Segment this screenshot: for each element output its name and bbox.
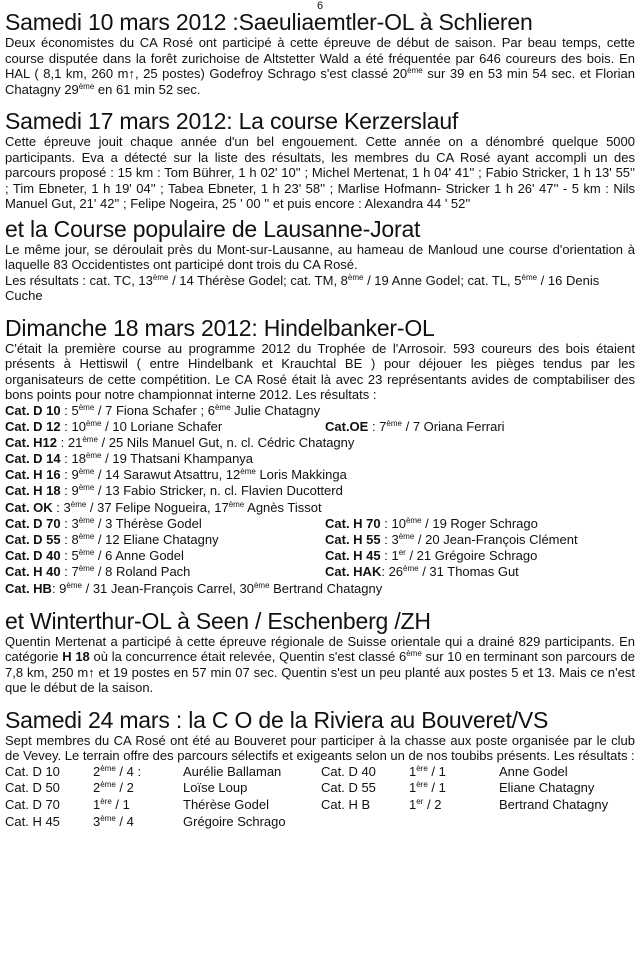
result-right — [325, 548, 537, 564]
result-text: : 8 — [60, 532, 79, 547]
rank-suffix: ème — [78, 515, 95, 525]
result-text: / 31 Thomas Gut — [418, 564, 519, 580]
name-cell: Thérèse Godel — [183, 796, 269, 812]
category-label: Cat. D 12 — [5, 418, 61, 434]
section-text: Sept membres du CA Rosé ont été au Bouveret pour participer à la chasse aux poste organisée par le club de Vevey. Le terrain offre des parcours sélectifs et exigeants selon un de nos toubibs présents. Les résultats : — [5, 732, 635, 764]
rank-suffix: ème — [78, 467, 95, 477]
result-text: : 5 — [60, 548, 79, 564]
rank-suffix: ème — [398, 532, 415, 541]
result-text: : 5 — [60, 402, 79, 418]
result-right — [325, 419, 505, 435]
section-kerzerslauf — [5, 108, 635, 212]
category-label: Cat. HB — [5, 580, 52, 596]
result-text: / 20 Jean-François Clément — [414, 532, 578, 547]
category-cell: Cat. H 45 — [5, 813, 60, 829]
rank-suffix: er — [398, 548, 406, 558]
section-title: Samedi 17 mars 2012: La course Kerzerslauf — [5, 108, 459, 134]
rank-cell: 1ère / 1 — [409, 780, 446, 796]
category-label: Cat. HAK — [325, 564, 382, 580]
section-title: et Winterthur-OL à Seen / Eschenberg /ZH — [5, 607, 431, 634]
rank-suffix: ème — [240, 467, 256, 477]
name-cell: Anne Godel — [499, 763, 568, 779]
name-cell — [499, 814, 635, 831]
section-results: Les résultats : cat. TC, 13ème / 14 Thérèse Godel; cat. TM, 8ème / 19 Anne Godel; cat. TL, 5ème / 16 Denis Cuche — [5, 272, 600, 303]
result-text: : 9 — [60, 483, 79, 499]
result-text: / 6 Anne Godel — [94, 548, 184, 564]
name-cell: Aurélie Ballaman — [183, 763, 282, 779]
rank-suffix: ème — [78, 483, 95, 493]
result-row — [5, 467, 635, 483]
result-row — [5, 403, 635, 419]
result-row — [5, 500, 635, 516]
category-cell: Cat. D 40 — [321, 763, 376, 779]
result-left — [5, 467, 347, 483]
category-label: Cat. D 55 — [5, 532, 61, 547]
result-text: / 19 Roger Schrago — [421, 515, 538, 531]
category-label: Cat. H 18 — [5, 483, 61, 499]
result-text: / 21 Grégoire Schrago — [405, 548, 538, 564]
result-text: : 18 — [60, 451, 86, 467]
result-row — [5, 581, 635, 597]
rank-suffix: ème — [78, 402, 95, 412]
result-row — [5, 548, 635, 564]
section-text: Le même jour, se déroulait près du Mont-sur-Lausanne, au hameau de Manloud une course d'orientation à laquelle 83 Occidentistes ont participé dont trois du CA Rosé. — [5, 241, 635, 272]
result-text: Bertrand Chatagny — [269, 580, 383, 596]
result-right — [325, 532, 578, 548]
section-text: C'était la première course au programme 2012 du Trophée de l'Arrosoir. 593 coureurs des bois étaient présents à Hettiswil ( entre Hindelbank et Krauchtal BE ) pour déjouer les pièges tendus par les organisateurs de cette compétition. Le CA Rosé était là avec 23 représentants avides de comptabiliser des bons points pour notre championnat interne 2012. Les résultats : — [5, 340, 635, 402]
result-row — [5, 419, 635, 435]
name-cell: Bertrand Chatagny — [499, 796, 609, 812]
category-label: Cat. OK — [5, 499, 53, 515]
section-saeuliaemtler — [5, 9, 635, 97]
rank-cell: 2ème / 2 — [93, 780, 134, 796]
rank-suffix: ème — [253, 580, 270, 590]
rank-suffix: ème — [214, 402, 231, 412]
category-label: Cat.OE — [325, 418, 369, 434]
category-label: Cat. D 40 — [5, 548, 61, 564]
category-label: Cat. H 70 — [325, 515, 381, 531]
category-cell: Cat. D 10 — [5, 763, 60, 779]
rank-suffix: ème — [66, 580, 82, 590]
rank-cell — [409, 814, 499, 831]
rank-cell: 1ère / 1 — [409, 763, 446, 779]
result-row — [5, 483, 635, 499]
section-title: Dimanche 18 mars 2012: Hindelbanker-OL — [5, 314, 435, 341]
section-hindelbanker — [5, 315, 635, 597]
rank-cell: 3ème / 4 — [93, 813, 134, 829]
rank-cell: 2ème / 4 : — [93, 763, 142, 779]
result-left — [5, 516, 202, 532]
result-text: : 1 — [380, 548, 399, 564]
results-table — [5, 764, 635, 830]
section-title: Samedi 24 mars : la C O de la Riviera au Bouveret/VS — [5, 706, 549, 733]
rank-suffix: ème — [78, 564, 95, 574]
rank-cell: 1ère / 1 — [93, 796, 130, 812]
rank-suffix: ème — [85, 451, 102, 461]
name-cell: Loïse Loup — [183, 780, 248, 796]
result-right — [325, 564, 519, 580]
result-text: : 3 — [60, 515, 79, 531]
result-row — [5, 451, 635, 467]
result-left — [5, 500, 322, 516]
result-text: : 9 — [60, 467, 79, 483]
result-text: / 31 Jean-François Carrel, 30 — [81, 580, 254, 596]
result-text: : 21 — [57, 434, 83, 450]
category-label: Cat. H 16 — [5, 467, 61, 483]
section-title: et la Course populaire de Lausanne-Jorat — [5, 215, 421, 242]
result-text: / 12 Eliane Chatagny — [94, 532, 219, 547]
category-cell: Cat. H B — [321, 796, 371, 812]
category-cell: Cat. D 70 — [5, 796, 60, 812]
rank-suffix: ème — [78, 532, 95, 541]
result-text: / 7 Fiona Schafer ; 6 — [94, 402, 215, 418]
result-left — [5, 451, 253, 467]
section-bouveret — [5, 707, 635, 830]
result-text: / 3 Thérèse Godel — [94, 515, 202, 531]
page-number: 6 — [316, 0, 324, 12]
newsletter-page — [5, 9, 635, 830]
result-left — [5, 419, 222, 435]
result-right — [325, 516, 538, 532]
result-left — [5, 532, 219, 548]
rank-suffix: ème — [85, 418, 102, 428]
result-text: / 19 Thatsani Khampanya — [101, 451, 254, 467]
category-label: Cat. D 10 — [5, 402, 61, 418]
result-row — [5, 532, 635, 548]
rank-suffix: ème — [403, 564, 419, 574]
category-cell: Cat. D 50 — [5, 780, 60, 796]
result-text: : 7 — [60, 564, 79, 580]
result-text: : 3 — [380, 532, 399, 547]
result-left — [5, 581, 382, 597]
rank-suffix: ème — [82, 434, 98, 444]
result-left — [5, 548, 184, 564]
category-label: Cat. D 70 — [5, 515, 61, 531]
category-label: Cat. H 40 — [5, 564, 61, 580]
result-text: / 37 Felipe Nogueira, 17 — [86, 499, 229, 515]
result-left — [5, 564, 190, 580]
category-cell — [321, 814, 409, 831]
name-cell: Grégoire Schrago — [183, 813, 286, 829]
result-text: : 10 — [60, 418, 86, 434]
result-text: Loris Makkinga — [255, 467, 347, 483]
rank-suffix: ème — [78, 548, 95, 558]
section-winterthur — [5, 608, 635, 696]
category-label: Cat. H 55 — [325, 532, 381, 547]
result-left — [5, 403, 320, 419]
rank-suffix: ème — [405, 515, 422, 525]
result-text: / 8 Roland Pach — [94, 564, 191, 580]
section-text: Quentin Mertenat a participé à cette épreuve régionale de Suisse orientale qui a drainé 829 participants. En catégorie H 18 où la concurrence était relevée, Quentin s'est classé 6ème sur 10 en terminant son parcours de 7,8 km, 250 m↑ et 19 postes en 57 min 07 sec. Quentin s'est un peu planté aux postes 5 et 13. Mais ce n'est que le début de la saison. — [5, 633, 636, 696]
section-title: Samedi 10 mars 2012 :Saeuliaemtler-OL à Schlieren — [5, 9, 533, 35]
category-label: Cat. D 14 — [5, 451, 61, 467]
result-text: : 9 — [51, 580, 67, 596]
result-left — [5, 483, 343, 499]
rank-cell: 1er / 2 — [409, 796, 442, 812]
result-text: Julie Chatagny — [230, 402, 321, 418]
rank-suffix: ème — [386, 418, 402, 428]
result-text: / 13 Fabio Stricker, n. cl. Flavien Ducotterd — [94, 483, 343, 499]
section-text: Deux économistes du CA Rosé ont participé à cette épreuve de début de saison. Par beau temps, cette course disputée dans la forêt zurichoise de Altstetter Wald a été fréquentée par 646 coureurs des bois. En HAL ( 8,1 km, 260 m↑, 25 postes) Godefroy Schrago s'est classé 20ème sur 39 en 53 min 54 sec. et Florian Chatagny 29ème en 61 min 52 sec. — [5, 35, 635, 97]
result-text: / 14 Sarawut Atsattru, 12 — [94, 467, 241, 483]
result-text: : 7 — [368, 418, 387, 434]
results-list — [5, 403, 635, 597]
rank-suffix: ème — [70, 499, 87, 509]
result-text: / 25 Nils Manuel Gut, n. cl. Cédric Chatagny — [97, 434, 355, 450]
result-text: / 10 Loriane Schafer — [101, 418, 223, 434]
name-cell: Eliane Chatagny — [499, 780, 595, 796]
category-label: Cat. H12 — [5, 434, 58, 450]
result-text: : 26 — [381, 564, 404, 580]
section-text: Cette épreuve jouit chaque année d'un bel engouement. Cette année on a dénombré quelque 5000 participants. Eva a détecté sur la liste des résultats, les membres du CA Rosé ayant accompli un des parcours proposé : 15 km : Tom Bührer, 1 h 02' 10'' ; Michel Mertenat, 1 h 04' 41'' ; Fabio Stricker, 1 h 13' 55'' ; Tim Ebneter, 1 h 19' 04'' ; Tabea Ebneter, 1 h 23' 58'' ; Marlise Hofmann- Stricker 1 h 26' 47'' - 5 km : Nils Manuel Gut, 21' 42'' ; Felipe Nogeira, 25 ' 00 '' et puis encore : Alexandra 44 ' 52'' — [5, 134, 635, 211]
rank-suffix: ème — [228, 499, 245, 509]
result-text: Agnès Tissot — [244, 499, 322, 515]
section-lausanne-jorat — [5, 216, 635, 304]
result-text: : 10 — [380, 515, 406, 531]
category-label: Cat. H 45 — [325, 548, 381, 564]
result-text: / 7 Oriana Ferrari — [401, 418, 505, 434]
result-row — [5, 435, 635, 451]
result-row — [5, 516, 635, 532]
result-text: : 3 — [52, 499, 71, 515]
result-row — [5, 564, 635, 580]
result-left — [5, 435, 354, 451]
category-cell: Cat. D 55 — [321, 780, 376, 796]
